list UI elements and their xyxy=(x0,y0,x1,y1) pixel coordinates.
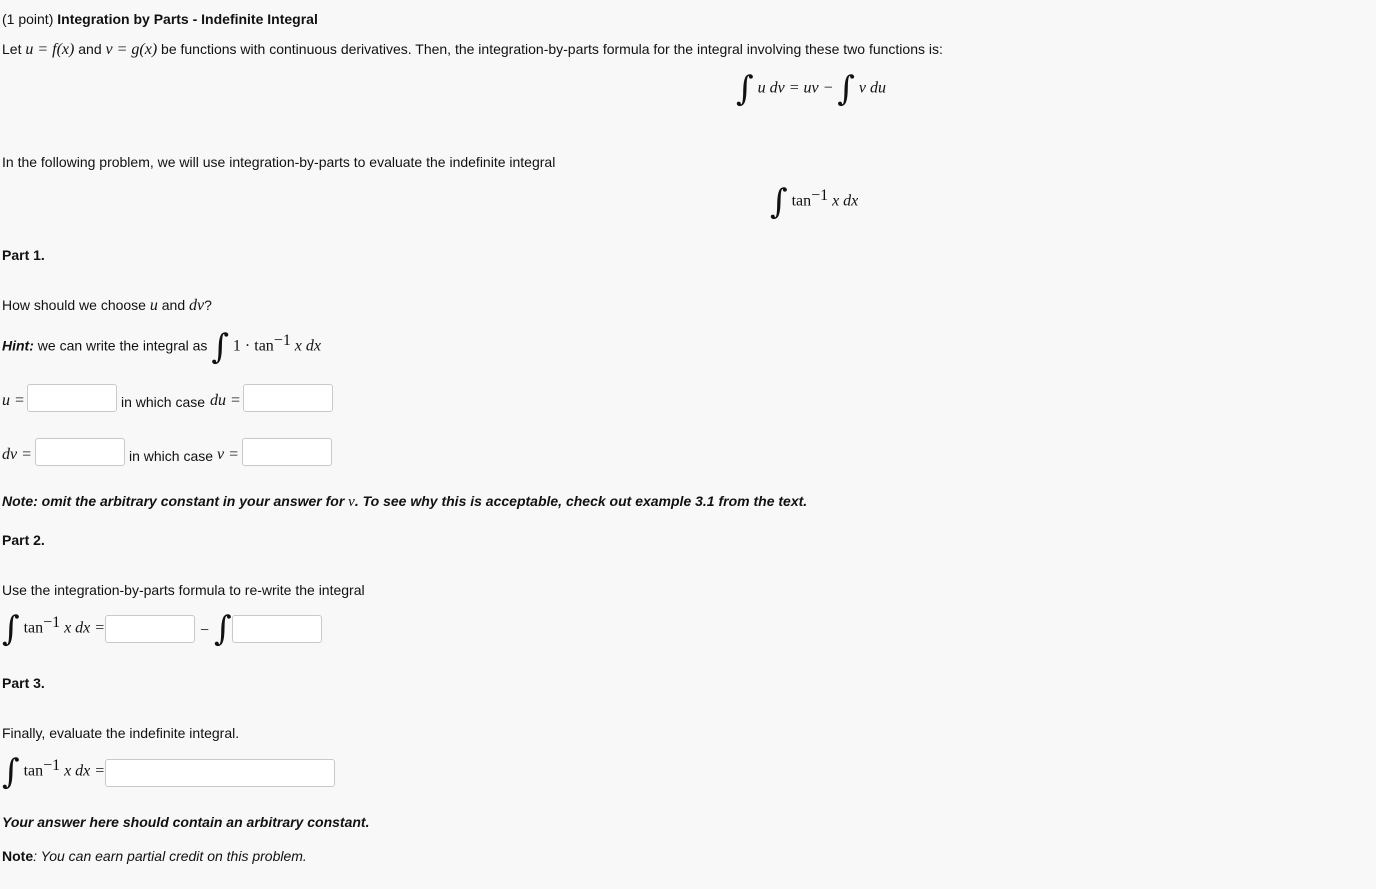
part3-lhs xyxy=(2,752,106,792)
integral-sign: ∫ xyxy=(2,609,20,649)
part3-heading xyxy=(2,675,45,691)
question-pre: How should we choose xyxy=(2,297,146,313)
dv-label: dv = xyxy=(2,446,32,463)
problem-header xyxy=(2,11,318,27)
hint-text: we can write the integral as xyxy=(37,337,208,354)
part3-lhs-pre: tan xyxy=(23,762,44,780)
parts-formula xyxy=(736,69,887,109)
question-dv: dv xyxy=(189,297,205,314)
part1-heading-text: Part 1. xyxy=(2,247,45,263)
integral-sign: ∫ xyxy=(2,752,20,792)
du-input[interactable] xyxy=(243,384,333,412)
integral-sign: ∫ xyxy=(770,182,788,222)
u-definition: u = f(x) xyxy=(25,41,75,58)
v-text: in which case xyxy=(129,448,214,464)
hint-exponent: −1 xyxy=(273,332,291,350)
part2-minus: − xyxy=(200,622,210,639)
part2-second-input[interactable] xyxy=(232,615,322,643)
intro-and: and xyxy=(78,41,102,57)
v-input[interactable] xyxy=(242,438,332,466)
integral-sign: ∫ xyxy=(214,609,232,649)
part3-lhs-exp: −1 xyxy=(43,757,61,775)
question-and: and xyxy=(161,297,186,313)
v-definition: v = g(x) xyxy=(105,41,158,58)
question-mark: ? xyxy=(204,297,212,313)
note-text: : You can earn partial credit on this problem. xyxy=(33,848,307,864)
u-input[interactable] xyxy=(27,384,117,412)
integrand-exponent: −1 xyxy=(811,187,829,205)
part3-lhs-post: x dx = xyxy=(64,762,106,780)
hint-label: Hint: xyxy=(2,337,34,354)
part3-heading-text: Part 3. xyxy=(2,675,45,691)
formula-right: v du xyxy=(858,79,887,97)
part2-lhs-post: x dx = xyxy=(64,619,106,637)
problem-integral xyxy=(770,182,859,222)
integral-sign: ∫ xyxy=(837,69,856,109)
part2-text: Use the integration-by-parts formula to re-write the integral xyxy=(2,582,365,598)
problem-title: Integration by Parts - Indefinite Integral xyxy=(57,11,318,27)
note-post: . To see why this is acceptable, check out example 3.1 from the text. xyxy=(354,493,808,509)
note-label: Note xyxy=(2,848,34,864)
hint-math-pre: 1 · tan xyxy=(232,337,274,355)
problem-text: In the following problem, we will use integration-by-parts to evaluate the indefinite integral xyxy=(2,154,556,170)
hint-math-post: x dx xyxy=(294,337,321,355)
part3-note: Your answer here should contain an arbitrary constant. xyxy=(2,814,370,830)
part2-first-input[interactable] xyxy=(105,615,195,643)
u-label: u = xyxy=(2,392,25,409)
v-label: v = xyxy=(217,446,239,463)
part3-text: Finally, evaluate the indefinite integral. xyxy=(2,725,240,741)
part2-lhs-pre: tan xyxy=(23,619,44,637)
intro-text xyxy=(2,41,943,59)
part2-heading xyxy=(2,532,45,548)
du-label: du = xyxy=(210,392,241,409)
part1-question xyxy=(2,297,212,315)
dv-input[interactable] xyxy=(35,438,125,466)
points-label: (1 point) xyxy=(2,11,54,27)
part2-heading-text: Part 2. xyxy=(2,532,45,548)
part2-lhs xyxy=(2,609,106,649)
integral-sign: ∫ xyxy=(211,327,230,367)
du-text: in which case xyxy=(121,394,206,410)
question-u: u xyxy=(149,297,158,314)
formula-left: u dv = uv − xyxy=(757,79,834,97)
part3-answer-input[interactable] xyxy=(105,759,335,787)
part2-lhs-exp: −1 xyxy=(43,614,61,632)
integrand-func: tan xyxy=(791,192,812,210)
hint xyxy=(2,327,321,367)
part1-heading xyxy=(2,247,45,263)
integrand-tail: x dx xyxy=(832,192,859,210)
intro-let: Let xyxy=(2,41,22,57)
integral-sign: ∫ xyxy=(736,69,754,109)
partial-credit-note xyxy=(2,848,307,864)
note-pre: Note: omit the arbitrary constant in your answer for xyxy=(2,493,345,509)
note-v: v xyxy=(348,494,355,510)
part1-note xyxy=(2,493,807,511)
intro-rest: be functions with continuous derivatives. Then, the integration-by-parts formula for the integral involving these two functions is: xyxy=(161,41,943,57)
